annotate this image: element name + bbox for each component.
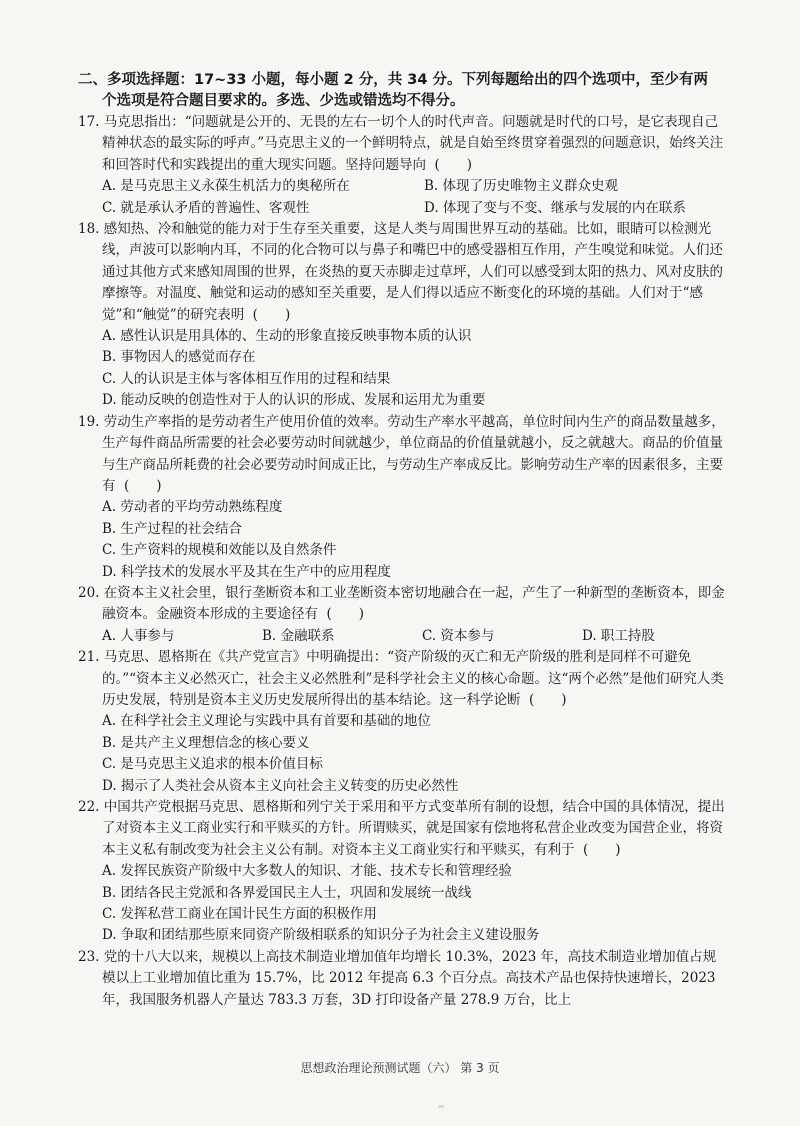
option-c: C. 就是承认矛盾的普遍性、客观性	[102, 199, 310, 216]
stem-text: 19. 劳动生产率指的是劳动者生产使用价值的效率。劳动生产率水平越高，单位时间内生产的商品数量越多，生产每件商品所需要的社会必要劳动时间就越少，单位商品的价值量就越小，反之就越大。商品的价值量与生产商品所耗费的社会必要劳动时间成正比，与劳动生产率成反比。影响劳动生产率的因素很多，主要有	[78, 413, 725, 494]
option-d: D. 能动反映的创造性对于人的认识的形成、发展和运用尤为重要	[102, 392, 486, 409]
option-b: B. 生产过程的社会结合	[102, 520, 243, 537]
scan-mark	[438, 1105, 444, 1108]
answer-bracket: ( )	[326, 606, 364, 623]
question-18	[78, 219, 728, 412]
answer-bracket: ( )	[123, 477, 162, 494]
option-a: A. 发挥民族资产阶级中大多数人的知识、才能、技术专长和管理经验	[102, 863, 512, 880]
stem-text: 22. 中国共产党根据马克思、恩格斯和列宁关于采用和平方式变革所有制的设想，结合中国的具体情况，提出了对资本主义工商业实行和平赎买的方针。所谓赎买，就是国家有偿地将私营企业改变为国营企业，将资本主义私有制改变为社会主义公有制。对资本主义工商业实行和平赎买，有利于	[78, 799, 725, 858]
stem-text: 20. 在资本主义社会里，银行垄断资本和工业垄断资本密切地融合在一起，产生了一种新型的垄断资本，即金融资本。金融资本形成的主要途径有	[78, 584, 725, 623]
option-c: C. 生产资料的规模和效能以及自然条件	[102, 542, 337, 559]
option-a: A. 是马克思主义永葆生机活力的奥秘所在	[102, 178, 350, 195]
question-22	[78, 797, 728, 947]
option-d: D. 争取和团结那些原来同资产阶级相联系的知识分子为社会主义建设服务	[102, 927, 540, 944]
section-title-line2: 个选项是符合题目要求的。多选、少选或错选均不得分。	[102, 93, 465, 109]
question-stem	[78, 647, 728, 711]
option-b: B. 团结各民主党派和各界爱国民主人士，巩固和发展统一战线	[102, 884, 472, 901]
option-a: A. 感性认识是用具体的、生动的形象直接反映事物本质的认识	[102, 328, 472, 345]
question-stem	[78, 219, 728, 326]
option-c: C. 是马克思主义追求的根本价值目标	[102, 756, 323, 773]
option-c: C. 发挥私营工商业在国计民生方面的积极作用	[102, 906, 377, 923]
option-a: A. 在科学社会主义理论与实践中具有首要和基础的地位	[102, 713, 431, 730]
option-row	[78, 198, 728, 219]
question-stem	[78, 583, 728, 626]
stem-text: 17. 马克思指出：“问题就是公开的、无畏的左右一切个人的时代声音。问题就是时代的口号，是它表现自己精神状态的最实际的呼声。”马克思主义的一个鲜明特点，就是自始至终贯穿着强烈的问题意识，始终关注和回答时代和实践提出的重大现实问题。坚持问题导向	[78, 114, 724, 173]
option-b: B. 是共产主义理想信念的核心要义	[102, 734, 310, 751]
question-stem	[78, 412, 728, 498]
answer-bracket: ( )	[434, 156, 472, 173]
answer-bracket: ( )	[528, 691, 567, 708]
answer-bracket: ( )	[252, 306, 291, 323]
page-footer: 思想政治理论预测试题（六） 第 3 页	[300, 1061, 500, 1075]
option-b: B. 金融联系	[262, 627, 335, 644]
option-b: B. 体现了历史唯物主义群众史观	[424, 178, 619, 195]
question-23	[78, 947, 728, 1011]
option-row	[78, 626, 728, 647]
option-c: C. 资本参与	[422, 627, 495, 644]
question-17	[78, 112, 728, 219]
option-a: A. 劳动者的平均劳动熟练程度	[102, 499, 283, 516]
option-b: B. 事物因人的感觉而存在	[102, 349, 256, 366]
question-stem	[78, 797, 728, 861]
question-19	[78, 412, 728, 583]
question-stem: 23. 党的十八大以来，规模以上高技术制造业增加值年均增长 10.3%，2023 年，高技术制造业增加值占规模以上工业增加值比重为 15.7%，比 2012 年提高 6.3 个百分点。高技术产品也保持快速增长，2023 年，我国服务机器人产量达 783.3 万套，3D 打印设备产量 278.9 万台，比上	[78, 948, 717, 1008]
option-a: A. 人事参与	[102, 627, 175, 644]
answer-bracket: ( )	[582, 841, 621, 858]
page-content	[78, 70, 728, 1011]
question-20	[78, 583, 728, 647]
stem-text: 18. 感知热、冷和触觉的能力对于生存至关重要，这是人类与周围世界互动的基础。比如，眼睛可以检测光线，声波可以影响内耳，不同的化合物可以与鼻子和嘴巴中的感受器相互作用，产生嗅觉和味觉。人们还通过其他方式来感知周围的世界，在炎热的夏天赤脚走过草坪，人们可以感受到太阳的热力、风对皮肤的摩擦等。对温度、触觉和运动的感知至关重要，是人们得以适应不断变化的环境的基础。人们对于“感觉”和“触觉”的研究表明	[78, 221, 723, 323]
question-21	[78, 647, 728, 797]
stem-text: 21. 马克思、恩格斯在《共产党宣言》中明确提出：“资产阶级的灭亡和无产阶级的胜利是同样不可避免的。”“资本主义必然灭亡，社会主义必然胜利”是科学社会主义的核心命题。这“两个必然”是他们研究人类历史发展，特别是资本主义历史发展所得出的基本结论。这一科学论断	[78, 649, 724, 708]
option-d: D. 揭示了人类社会从资本主义向社会主义转变的历史必然性	[102, 777, 459, 794]
section-heading	[78, 70, 728, 112]
section-title-line1: 二、多项选择题：17~33 小题，每小题 2 分，共 34 分。下列每题给出的四个选项中，至少有两	[78, 72, 709, 88]
option-d: D. 科学技术的发展水平及其在生产中的应用程度	[102, 563, 391, 580]
option-c: C. 人的认识是主体与客体相互作用的过程和结果	[102, 370, 391, 387]
option-row	[78, 176, 728, 197]
option-d: D. 职工持股	[582, 627, 655, 644]
option-d: D. 体现了变与不变、继承与发展的内在联系	[424, 199, 686, 216]
question-stem	[78, 112, 728, 176]
